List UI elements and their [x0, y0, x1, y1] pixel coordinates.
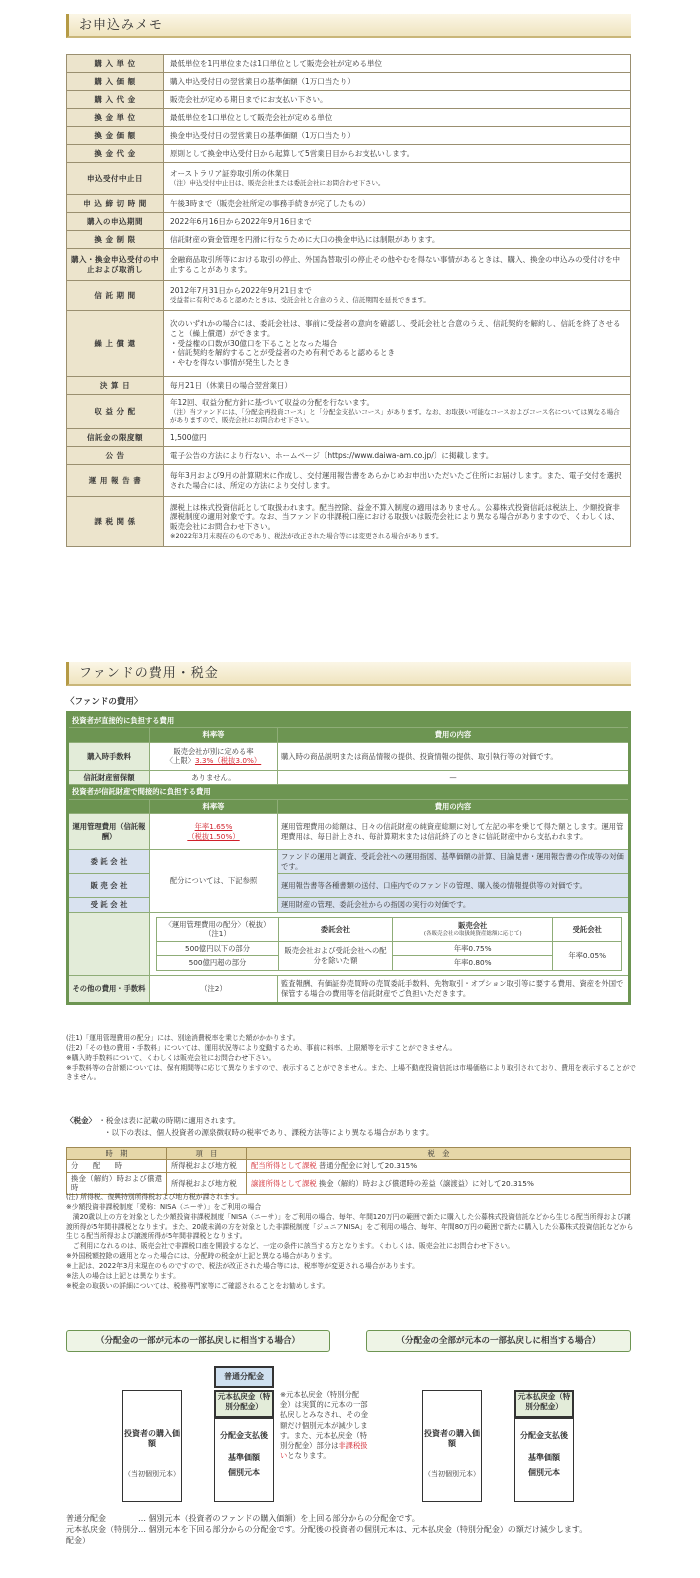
hanbai-label: 販 売 会 社 [68, 874, 150, 898]
gankin-box: 元本払戻金（特別分配金） [214, 1390, 274, 1418]
tax-h-tax: 税 金 [247, 1148, 631, 1160]
note-red: 非課税扱い [280, 1441, 368, 1461]
origin-label: （当初個別元本） [124, 1469, 180, 1478]
memo-row [67, 447, 631, 465]
memo-row [67, 377, 631, 395]
investor-price: 投資者の購入価額 [124, 1429, 180, 1449]
memo-value: 購入申込受付日の翌営業日の基準価額（1万口当たり） [164, 73, 631, 91]
tax-row [67, 1172, 631, 1194]
alloc-itaku: 委託会社 [279, 917, 393, 941]
alloc-jutaku: 受託会社 [553, 917, 622, 941]
memo-key: 信 託 期 間 [67, 281, 164, 311]
memo-row [67, 429, 631, 447]
memo-row [67, 73, 631, 91]
memo-row [67, 311, 631, 377]
tax-notes [66, 1193, 636, 1291]
memo-value: 毎月21日（休業日の場合翌営業日） [164, 377, 631, 395]
memo-row [67, 281, 631, 311]
tax-label: 〈税金〉 [66, 1116, 96, 1125]
tax-rate-text: 換金（解約）時および償還時の差益（譲渡益）に対して20.315% [316, 1178, 534, 1188]
memo-value: オーストラリア証券取引所の休業日 （注）申込受付中止日は、販売会社または委託会社にお問合わせ下さい。 [164, 163, 631, 195]
retention-rate: ありません。 [150, 770, 278, 784]
alloc-note: 配分については、下記参照 [150, 850, 278, 912]
kijun-label: 基準価額 [228, 1453, 260, 1463]
memo-key: 換 金 単 位 [67, 109, 164, 127]
other-rate: （注2） [150, 975, 278, 1003]
futsu-box: 普通分配金 [214, 1366, 274, 1388]
memo-row [67, 231, 631, 249]
memo-key: 換 金 代 金 [67, 145, 164, 163]
jutaku-content: 運用財産の管理、委託会社からの指図の実行の対価です。 [278, 898, 630, 912]
memo-key: 収 益 分 配 [67, 395, 164, 429]
col-content: 費用の内容 [278, 728, 630, 742]
hanbai-rate-1: 年率0.75% [393, 941, 553, 955]
tax-intro [66, 1115, 636, 1138]
note-line: (注2)「その他の費用・手数料」については、運用状況等により変動するため、事前に料率、上限額等を示すことができません。 [66, 1043, 457, 1052]
mgmt-rate: 年率1.65% [194, 822, 233, 832]
gankin-note [280, 1390, 368, 1461]
memo-key: 購 入 価 額 [67, 73, 164, 91]
memo-table [66, 54, 631, 547]
tax-rate-text: 普通分配金に対して20.315% [316, 1161, 418, 1171]
memo-value: 2022年6月16日から2022年9月16日まで [164, 213, 631, 231]
memo-row [67, 213, 631, 231]
left-case-title: （分配金の一部が元本の一部払戻しに相当する場合） [66, 1330, 330, 1352]
gankin-box-2: 元本払戻金（特別分配金） [514, 1390, 574, 1418]
mgmt-rate-ex: （税抜1.50%） [187, 831, 240, 841]
memo-key: 信託金の限度額 [67, 429, 164, 447]
jutaku-label: 受 託 会 社 [68, 898, 150, 912]
note-line: ※税金の取扱いの詳細については、税務専門家等にご確認されることをお勧めします。 [66, 1281, 330, 1290]
note-line: ※法人の場合は上記とは異なります。 [66, 1271, 180, 1280]
hanbai-rate-2: 年率0.80% [393, 956, 553, 970]
memo-value: 次のいずれかの場合には、委託会社は、事前に受益者の意向を確認し、受託会社と合意のうえ、信託契約を解約し、信託を終了させること（繰上償還）ができます。 ・受益権の口数が30億口を下ることとなった場合 ・信託契約を解約することが受益者のため有利であると認めるとき ・やむを得ない事情が発生したとき [164, 311, 631, 377]
kijun-label-2: 基準価額 [528, 1453, 560, 1463]
kobetsu-label-2: 個別元本 [528, 1467, 560, 1477]
memo-row [67, 145, 631, 163]
memo-value: 最低単位を1円単位または1口単位として販売会社が定める単位 [164, 55, 631, 73]
tax-bullet-2: ・以下の表は、個人投資者の源泉徴収時の税率であり、課税方法等により異なる場合があります。 [104, 1127, 434, 1137]
definition [66, 1524, 636, 1546]
tax-h-period: 時 期 [67, 1148, 167, 1160]
indirect-header: 投資者が信託財産で間接的に負担する費用 [68, 785, 630, 799]
memo-key: 課 税 関 係 [67, 497, 164, 547]
alloc-hanbai: 販売会社 [458, 921, 488, 931]
origin-label-2: （当初個別元本） [424, 1469, 480, 1478]
buy-cap: 〈上限〉 [165, 756, 195, 766]
memo-value: 1,500億円 [164, 429, 631, 447]
memo-value: 原則として換金申込受付日から起算して5営業日目からお支払いします。 [164, 145, 631, 163]
memo-row [67, 249, 631, 281]
memo-value: 電子公告の方法により行ない、ホームページ〔https://www.daiwa-am.co.jp/〕に掲載します。 [164, 447, 631, 465]
memo-row [67, 195, 631, 213]
note-line: ※外国税額控除の適用となった場合には、分配時の税金が上記と異なる場合があります。 [66, 1252, 337, 1261]
col-rate-2: 料率等 [150, 799, 278, 813]
hanbai-content: 運用報告書等各種書類の送付、口座内でのファンドの管理、購入後の情報提供等の対価です。 [278, 874, 630, 898]
mgmt-content: 運用管理費用の総額は、日々の信託財産の純資産総額に対して左記の率を乗じて得た額とします。運用管理費用は、毎日計上され、毎計算期末または信託終了のときに信託財産中から支払われます。 [278, 814, 630, 850]
alloc-hanbai-note: (各販売会社の取扱純資産総額に応じて) [423, 930, 522, 937]
memo-row [67, 163, 631, 195]
footer-definitions [66, 1513, 636, 1547]
memo-value: 販売会社が定める期日までにお支払い下さい。 [164, 91, 631, 109]
memo-key: 繰 上 償 還 [67, 311, 164, 377]
memo-value: 最低単位を1口単位として販売会社が定める単位 [164, 109, 631, 127]
memo-row [67, 497, 631, 547]
retention-label: 信託財産留保額 [68, 770, 150, 784]
note-line: (注1)「運用管理費用の配分」には、別途消費税率を乗じた額がかかります。 [66, 1034, 300, 1042]
cost-subtitle: 〈ファンドの費用〉 [66, 697, 143, 707]
memo-row [67, 55, 631, 73]
kobetsu-label: 個別元本 [228, 1467, 260, 1477]
note-line: 満20歳以上の方を対象とした少額投資非課税制度「NISA（ニーサ）」をご利用の場合、毎年、年間120万円の範囲で新たに購入した公募株式投資信託などから生じる配当所得および譲渡所得が5年間非課税となります。また、20歳未満の方を対象とした非課税制度「ジュニアNISA」をご利用の場合、毎年、年間80万円の範囲で新たに購入した公募株式投資信託などから生じる配当所得および譲渡所得が5年間非課税となります。 [66, 1212, 634, 1241]
tax-period: 換金（解約）時および償還時 [67, 1172, 167, 1194]
memo-value: 年12回、収益分配方針に基づいて収益の分配を行ないます。 （注）当ファンドには、「分配金再投資コース」と「分配金支払いコース」があります。なお、お取扱い可能なコースおよびコース名については異なる場合がありますので、販売会社にお問合わせ下さい。 [164, 395, 631, 429]
alloc-table [156, 917, 622, 971]
memo-row [67, 465, 631, 497]
memo-key: 購 入 単 位 [67, 55, 164, 73]
tier-2: 500億円超の部分 [157, 956, 279, 970]
memo-row [67, 91, 631, 109]
after-label-2: 分配金支払後 [520, 1431, 568, 1440]
definition-term: 普通分配金 [66, 1514, 106, 1523]
buy-content: 購入時の商品説明または商品情報の提供、投資情報の提供、取引執行等の対価です。 [278, 742, 630, 770]
other-fee-label: その他の費用・手数料 [68, 975, 150, 1003]
memo-key: 換 金 価 額 [67, 127, 164, 145]
tax-item: 所得税および地方税 [167, 1160, 247, 1172]
memo-key: 公 告 [67, 447, 164, 465]
section-title-cost: ファンドの費用・税金 [66, 662, 631, 686]
tax-type: 配当所得として課税 [251, 1161, 317, 1171]
memo-key: 購入・換金申込受付の中止および取消し [67, 249, 164, 281]
memo-key: 購 入 代 金 [67, 91, 164, 109]
memo-key: 運 用 報 告 書 [67, 465, 164, 497]
memo-value: 毎年3月および9月の計算期末に作成し、交付運用報告書をあらかじめお申出いただいたご住所にお届けします。また、電子交付を選択された場合には、所定の方法により交付します。 [164, 465, 631, 497]
note-line: ※手数料等の合計額については、保有期間等に応じて異なりますので、表示することができません。また、上場不動産投資信託は市場価格により取引されており、費用を表示することができません。 [66, 1063, 636, 1082]
alloc-head: 〈運用管理費用の配分〉（税抜）（注1） [157, 917, 279, 941]
memo-value: 2012年7月31日から2022年9月21日まで 受益者に有利であると認めたときは、受託会社と合意のうえ、信託期間を延長できます。 [164, 281, 631, 311]
definition-term: 元本払戻金（特別分配金） [66, 1525, 138, 1546]
note-line: ※購入時手数料について、くわしくは販売会社にお問合わせ下さい。 [66, 1053, 276, 1062]
note-line: ご利用になれるのは、販売会社で非課税口座を開設するなど、一定の条件に該当する方となります。くわしくは、販売会社にお問合わせ下さい。 [66, 1242, 515, 1251]
note-a: ※元本払戻金（特別分配金）は実質的に元本の一部払戻しとみなされ、その金額だけ個別元本が減少します。また、元本払戻金（特別分配金）部分は [280, 1390, 368, 1451]
buy-rate: 販売会社が別に定める率 [173, 746, 254, 756]
tax-period: 分 配 時 [67, 1160, 167, 1172]
memo-value: 信託財産の資金管理を円滑に行なうために大口の換金申込には制限があります。 [164, 231, 631, 249]
memo-value: 午後3時まで（販売会社所定の事務手続きが完了したもの） [164, 195, 631, 213]
col-content-2: 費用の内容 [278, 799, 630, 813]
other-content: 監査報酬、有価証券売買時の売買委託手数料、先物取引・オプション取引等に要する費用、資産を外国で保管する場合の費用等を信託財産でご負担いただきます。 [278, 975, 630, 1003]
tax-row [67, 1160, 631, 1172]
memo-key: 申込受付中止日 [67, 163, 164, 195]
note-line: ※上記は、2022年3月末現在のものですので、税法が改正された場合等には、税率等が変更される場合があります。 [66, 1261, 419, 1270]
itaku-label: 委 託 会 社 [68, 850, 150, 874]
tax-table [66, 1147, 631, 1195]
note-line: ※少額投資非課税制度「愛称：NISA（ニーサ）」をご利用の場合 [66, 1202, 262, 1211]
cost-notes [66, 1034, 636, 1083]
tax-rate [247, 1172, 631, 1194]
tax-h-item: 項 目 [167, 1148, 247, 1160]
memo-key: 換 金 制 限 [67, 231, 164, 249]
memo-key: 申 込 締 切 時 間 [67, 195, 164, 213]
memo-key: 購入の申込期間 [67, 213, 164, 231]
buy-rate-value: 3.3%（税抜3.0%） [194, 756, 262, 766]
definition-text: … 個別元本（投資者のファンドの購入価額）を上回る部分からの分配金です。 [138, 1514, 420, 1523]
direct-header: 投資者が直接的に負担する費用 [68, 713, 630, 728]
memo-value: 課税上は株式投資信託として取扱われます。配当控除、益金不算入制度の適用はありません。公募株式投資信託は税法上、少額投資非課税制度の適用対象です。なお、当ファンドの非課税口座における取扱いは販売会社により異なる場合がありますので、くわしくは、販売会社にお問合わせ下さい。 ※2022年3月末現在のものであり、税法が改正された場合等には変更される場合があります。 [164, 497, 631, 547]
tax-item: 所得税および地方税 [167, 1172, 247, 1194]
memo-row [67, 127, 631, 145]
note-line: (注) 所得税、復興特別所得税および地方税が課されます。 [66, 1193, 243, 1201]
tax-type: 譲渡所得として課税 [251, 1178, 317, 1188]
definition [66, 1513, 636, 1524]
note-b: となります。 [287, 1451, 331, 1461]
investor-price-2: 投資者の購入価額 [424, 1429, 480, 1449]
memo-value: 換金申込受付日の翌営業日の基準価額（1万口当たり） [164, 127, 631, 145]
memo-row [67, 109, 631, 127]
jutaku-rate: 年率0.05% [553, 941, 622, 970]
buy-fee-label: 購入時手数料 [68, 742, 150, 770]
tax-bullet-1: ・税金は表に記載の時期に適用されます。 [98, 1116, 241, 1125]
col-rate: 料率等 [150, 728, 278, 742]
section-title-memo: お申込みメモ [66, 14, 631, 38]
tier-1: 500億円以下の部分 [157, 941, 279, 955]
tax-rate [247, 1160, 631, 1172]
memo-value: 金融商品取引所等における取引の停止、外国為替取引の停止その他やむを得ない事情があるときは、購入、換金の申込みの受付けを中止することがあります。 [164, 249, 631, 281]
right-case-title: （分配金の全部が元本の一部払戻しに相当する場合） [366, 1330, 631, 1352]
retention-content: — [278, 770, 630, 784]
after-label: 分配金支払後 [220, 1431, 268, 1440]
itaku-content: ファンドの運用と調査、受託会社への運用指図、基準価額の計算、目論見書・運用報告書の作成等の対価です。 [278, 850, 630, 874]
memo-row [67, 395, 631, 429]
memo-key: 決 算 日 [67, 377, 164, 395]
cost-table [66, 711, 631, 1005]
definition-text: … 個別元本を下回る部分からの分配金です。分配後の投資者の個別元本は、元本払戻金（特別分配金）の額だけ減少します。 [138, 1525, 588, 1535]
itaku-rate: 販売会社および受託会社への配分を除いた額 [279, 941, 393, 970]
mgmt-fee-label: 運用管理費用（信託報酬） [68, 814, 150, 850]
